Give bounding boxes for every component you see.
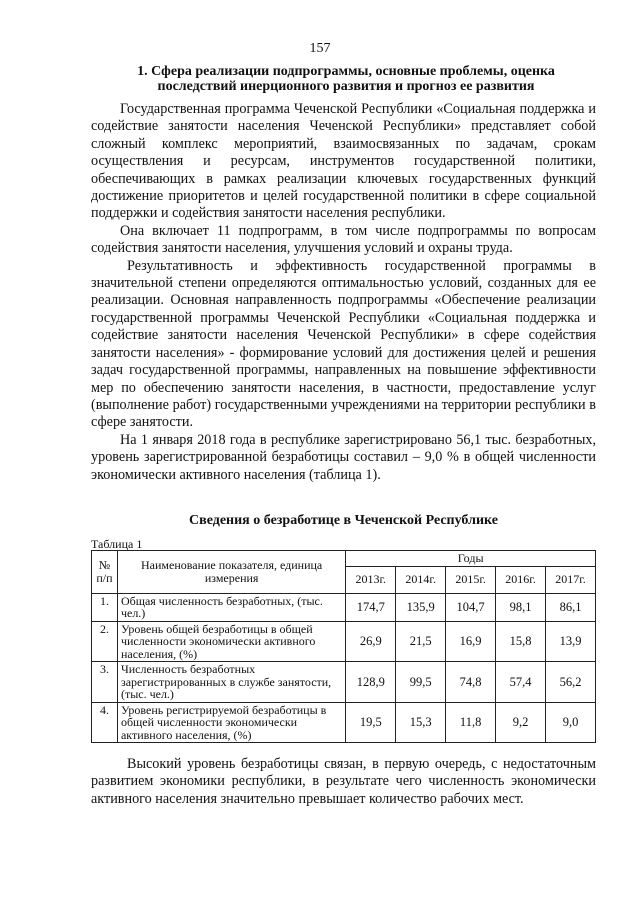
row-number: 2.: [92, 621, 118, 662]
header-year: 2016г.: [496, 566, 546, 593]
row-number: 4.: [92, 702, 118, 743]
header-years-group: Годы: [346, 551, 596, 567]
header-name: Наименование показателя, единица измерения: [117, 551, 345, 594]
table-header-row: [92, 551, 596, 567]
table-row: [92, 702, 596, 743]
body-text: [91, 101, 596, 484]
row-number: 3.: [92, 662, 118, 703]
row-value: 135,9: [396, 593, 446, 621]
row-number: 1.: [92, 593, 118, 621]
row-value: 86,1: [546, 593, 596, 621]
row-value: 26,9: [346, 621, 396, 662]
row-value: 16,9: [446, 621, 496, 662]
table-row: [92, 662, 596, 703]
header-year: 2015г.: [446, 566, 496, 593]
row-name: Уровень регистрируемой безработицы в общей численности экономически активного населения, (%): [117, 702, 345, 743]
row-name: Численность безработных зарегистрированных в службе занятости, (тыс. чел.): [117, 662, 345, 703]
row-name: Общая численность безработных, (тыс. чел.): [117, 593, 345, 621]
table-row: [92, 621, 596, 662]
table-label: Таблица 1: [91, 537, 143, 551]
row-value: 98,1: [496, 593, 546, 621]
row-value: 57,4: [496, 662, 546, 703]
row-name: Уровень общей безработицы в общей численности экономически активного населения, (%): [117, 621, 345, 662]
unemployment-table: [91, 550, 596, 743]
row-value: 19,5: [346, 702, 396, 743]
row-value: 128,9: [346, 662, 396, 703]
row-value: 9,0: [546, 702, 596, 743]
paragraph: Результативность и эффективность государственной программы в значительной степени определяются оптимальностью условий, созданных для ее реализации. Основная направленность подпрограммы «Обеспечение реализации государственной программы Чеченской Республики «Социальная поддержка и содействие занятости населения Чеченской Республики» в сфере содействия занятости населения» - формирование условий для достижения целей и решения задач государственной программы, направленных на повышение эффективности мер по обеспечению занятости населения, в частности, предоставление услуг (выполнение работ) государственными учреждениями на территории республики в сфере занятости.: [91, 257, 596, 431]
header-year: 2013г.: [346, 566, 396, 593]
paragraph: Высокий уровень безработицы связан, в первую очередь, с недостаточным развитием экономики республики, в результате чего численность экономически активного населения значительно превышает количество рабочих мест.: [91, 756, 596, 807]
header-year: 2017г.: [546, 566, 596, 593]
header-num: № п/п: [92, 551, 118, 594]
row-value: 15,8: [496, 621, 546, 662]
page-number: 157: [309, 41, 331, 56]
closing-text: [91, 756, 596, 808]
paragraph: Государственная программа Чеченской Республики «Социальная поддержка и содействие занятости населения Чеченской Республики» представляет собой сложный комплекс мероприятий, взаимосвязанных по задачам, срокам осуществления и ресурсам, инструментов государственной политики, обеспечивающих в рамках реализации ключевых государственных функций достижение приоритетов и целей государственной политики в сфере социальной поддержки и содействия занятости населения республики.: [91, 101, 596, 222]
row-value: 13,9: [546, 621, 596, 662]
row-value: 11,8: [446, 702, 496, 743]
row-value: 21,5: [396, 621, 446, 662]
row-value: 104,7: [446, 593, 496, 621]
header-year: 2014г.: [396, 566, 446, 593]
section-title: 1. Сфера реализации подпрограммы, основные проблемы, оценка последствий инерционного развития и прогноз ее развития: [137, 64, 555, 94]
row-value: 56,2: [546, 662, 596, 703]
row-value: 74,8: [446, 662, 496, 703]
table-caption: Сведения о безработице в Чеченской Республике: [189, 513, 498, 528]
row-value: 174,7: [346, 593, 396, 621]
paragraph: Она включает 11 подпрограмм, в том числе подпрограммы по вопросам содействия занятости населения, улучшения условий и охраны труда.: [91, 222, 596, 257]
row-value: 15,3: [396, 702, 446, 743]
row-value: 9,2: [496, 702, 546, 743]
paragraph: На 1 января 2018 года в республике зарегистрировано 56,1 тыс. безработных, уровень зарегистрированной безработицы составил – 9,0 % в общей численности экономически активного населения (таблица 1).: [91, 431, 596, 483]
table-row: [92, 593, 596, 621]
row-value: 99,5: [396, 662, 446, 703]
